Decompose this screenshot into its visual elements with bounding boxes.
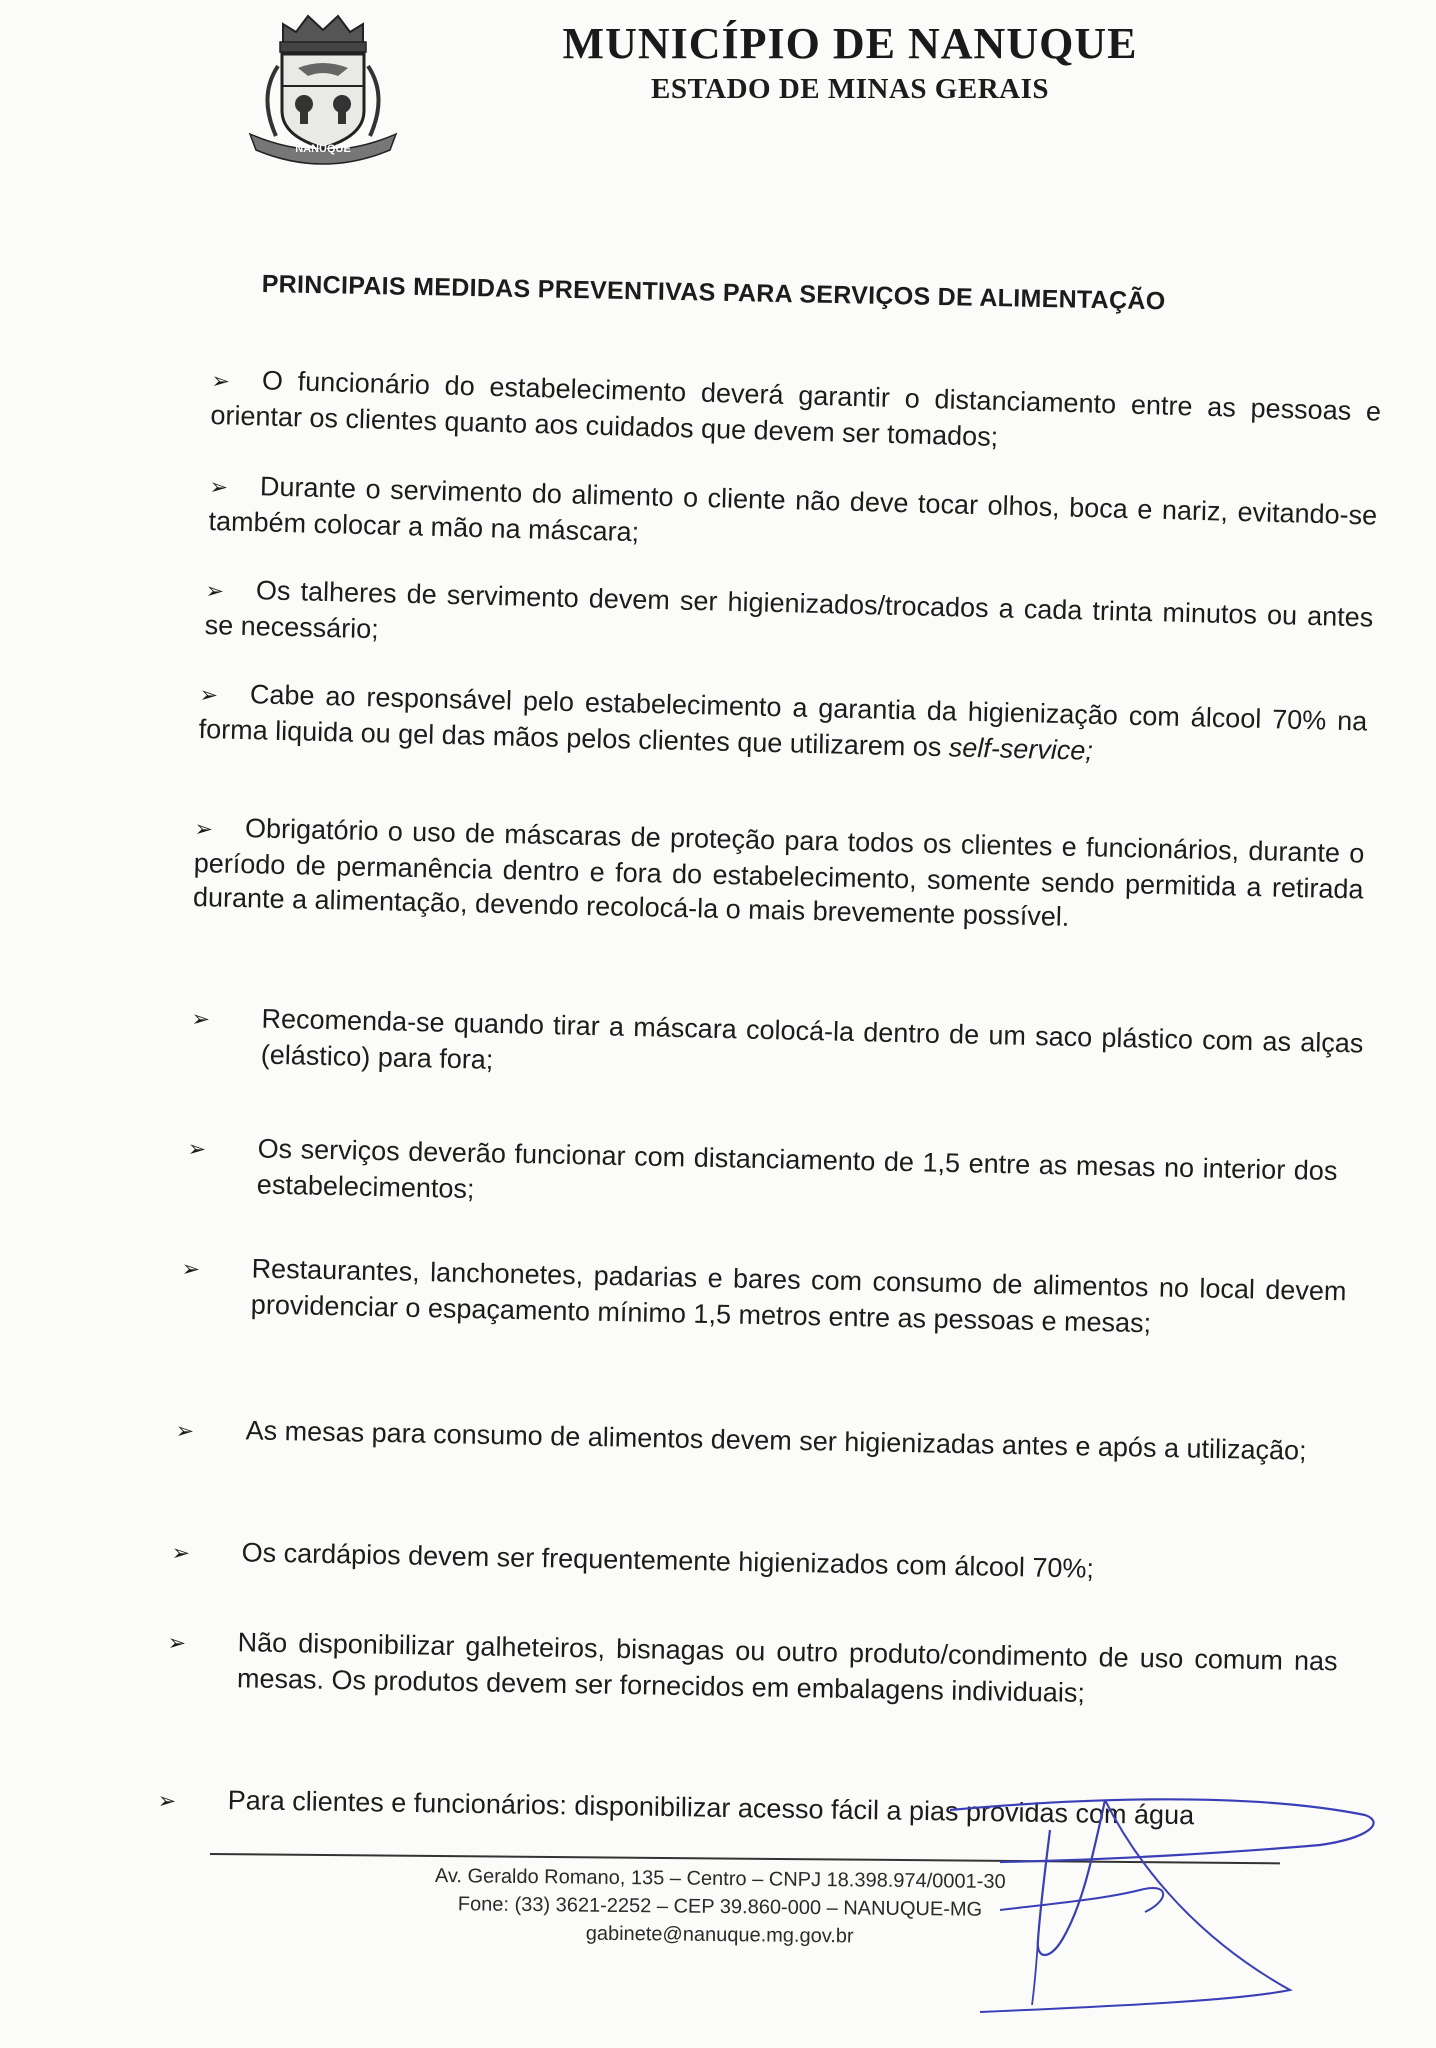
list-item — [167, 1624, 1338, 1714]
list-item — [175, 1412, 1345, 1470]
state-name: ESTADO DE MINAS GERAIS — [650, 73, 1049, 105]
document-title: PRINCIPAIS MEDIDAS PREVENTIVAS PARA SERVIÇOS DE ALIMENTAÇÃO — [261, 270, 1166, 316]
list-item — [171, 1534, 1341, 1592]
arrow-bullet-icon: ➢ — [194, 815, 214, 842]
list-item — [193, 810, 1365, 941]
arrow-bullet-icon: ➢ — [167, 1629, 187, 1656]
footer-phone: Fone: (33) 3621-2252 – CEP 39.860-000 – NANUQUE-MG — [457, 1893, 983, 1921]
municipality-name: MUNICÍPIO DE NANUQUE — [562, 19, 1138, 68]
list-item-text: As mesas para consumo de alimentos devem ser higienizadas antes e após a utilização; — [245, 1415, 1307, 1466]
letterhead — [480, 18, 1220, 106]
list-item-text: Não disponibilizar galheteiros, bisnagas ou outro produto/condimento de uso comum nas mesas. Os produtos devem ser fornecidos em embalagens individuais; — [236, 1627, 1338, 1709]
list-item-text: Os serviços deverão funcionar com distanciamento de 1,5 entre as mesas no interior dos estabelecimentos; — [256, 1133, 1338, 1205]
crest-ribbon-text: NANUQUE — [295, 143, 351, 155]
footer-address: Av. Geraldo Romano, 135 – Centro – CNPJ 18.398.974/0001-30 — [434, 1865, 1006, 1893]
list-item-text: Obrigatório o uso de máscaras de proteção para todos os clientes e funcionários, durante o período de permanência dentro e fora do estabelecimento, somente sendo permitida a retirada durante a alimentação, devendo recolocá-la o mais brevemente possível. — [192, 813, 1365, 932]
handwritten-signature-icon — [940, 1790, 1380, 2020]
arrow-bullet-icon: ➢ — [199, 681, 219, 708]
list-item — [208, 468, 1377, 569]
list-item — [187, 1130, 1338, 1224]
arrow-bullet-icon: ➢ — [187, 1135, 207, 1162]
arrow-bullet-icon: ➢ — [191, 1005, 211, 1032]
list-item-text: Durante o servimento do alimento o cliente não deve tocar olhos, boca e nariz, evitando-se também colocar a mão na máscara; — [208, 471, 1378, 548]
list-item-text: Restaurantes, lanchonetes, padarias e bares com consumo de alimentos no local devem providenciar o espaçamento mínimo 1,5 metros entre as pessoas e mesas; — [250, 1253, 1347, 1339]
list-item-text: O funcionário do estabelecimento deverá garantir o distanciamento entre as pessoas e orientar os clientes quanto aos cuidados que devem ser tomados; — [210, 365, 1382, 452]
arrow-bullet-icon: ➢ — [181, 1255, 201, 1282]
list-item — [198, 676, 1367, 775]
arrow-bullet-icon: ➢ — [211, 367, 231, 394]
list-item-text: Recomenda-se quando tirar a máscara colocá-la dentro de um saco plástico com as alças (elástico) para fora; — [260, 1003, 1364, 1075]
list-item — [181, 1250, 1347, 1344]
arrow-bullet-icon: ➢ — [175, 1417, 195, 1444]
list-item — [204, 572, 1373, 671]
municipal-crest-icon — [238, 6, 408, 166]
list-item-text: Cabe ao responsável pelo estabelecimento a garantia da higienização com álcool 70% na forma liquida ou gel das mãos pelos clientes que utilizarem os — [198, 679, 1368, 763]
arrow-bullet-icon: ➢ — [205, 577, 225, 604]
list-item-text: Os cardápios devem ser frequentemente higienizados com álcool 70%; — [241, 1537, 1095, 1584]
footer-email: gabinete@nanuque.mg.gov.br — [585, 1922, 854, 1948]
arrow-bullet-icon: ➢ — [209, 473, 229, 500]
list-item-text: Para clientes e funcionários: disponibilizar acesso fácil a pias providas com água — [227, 1785, 1195, 1831]
list-item — [210, 362, 1381, 465]
arrow-bullet-icon: ➢ — [157, 1787, 177, 1814]
list-item-italic-text: self-service; — [948, 732, 1094, 766]
list-item-text: Os talheres de servimento devem ser higienizados/trocados a cada trinta minutos ou antes se necessário; — [204, 575, 1374, 645]
list-item — [190, 1000, 1363, 1097]
arrow-bullet-icon: ➢ — [171, 1539, 191, 1566]
